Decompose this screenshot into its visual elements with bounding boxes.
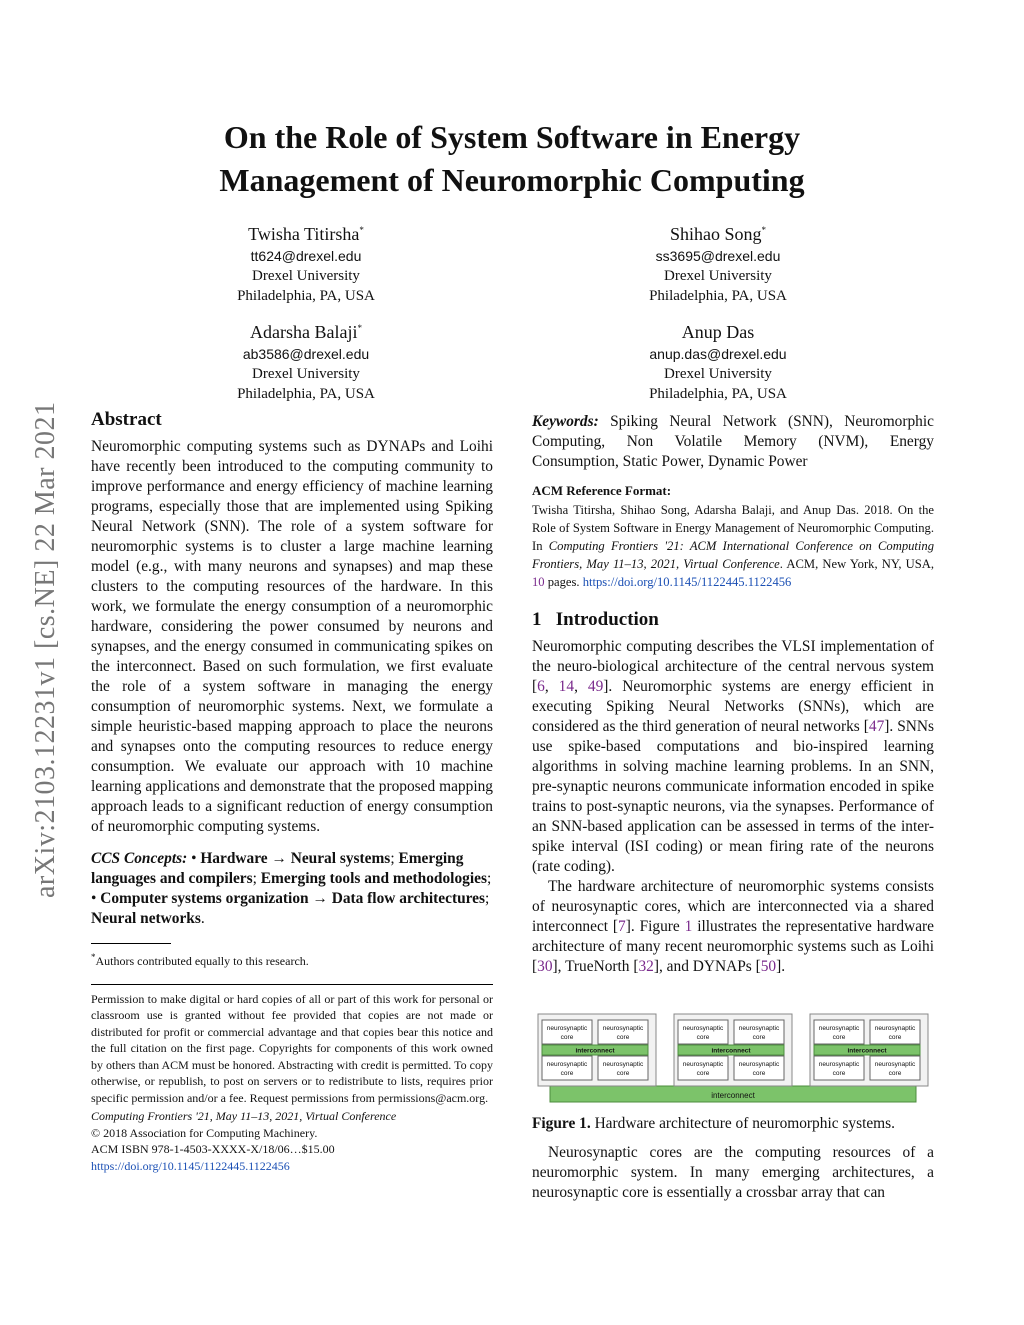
core-label-line-2: core <box>832 1070 846 1077</box>
core-label-line-1: neurosynaptic <box>682 1061 724 1068</box>
architecture-diagram <box>536 1012 930 1106</box>
core-label-line-2: core <box>696 1034 710 1041</box>
local-interconnect-label: interconnect <box>711 1047 751 1055</box>
citation-link[interactable]: 49 <box>587 678 604 695</box>
core-label-line-1: neurosynaptic <box>602 1061 644 1068</box>
author-email[interactable]: ss3695@drexel.edu <box>655 248 781 264</box>
core-label-line-2: core <box>616 1034 630 1041</box>
author-block <box>568 316 868 404</box>
citation-link[interactable]: 47 <box>868 718 885 735</box>
author-location: Philadelphia, PA, USA <box>237 386 375 402</box>
abstract-text: Neuromorphic computing systems such as DYNAPs and Loihi have recently been introduced to the computing community to improve performance and energy efficiency of machine learning programs, especially those that are implemented using Spiking Neural Network (SNN). The role of a system software for neuromorphic systems is to cluster a large machine learning model (e.g., with many neurons and synapses) and map these clusters to the computing resources of the hardware. In this work, we formulate the energy consumption of a neuromorphic hardware, considering the power consumed by neurons and synapses, and the energy consumed in communicating spikes on the interconnect. Based on such formulation, we first evaluate the role of a system software in managing the energy consumption of neuromorphic systems. Next, we formulate a simple heuristic-based mapping approach to place the neurons and synapses onto the computing resources to reduce energy consumption. We evaluate our approach with 10 machine learning applications and demonstrate that the proposed mapping approach leads to a significant reduction of energy consumption of neuromorphic computing systems. <box>91 438 493 835</box>
local-interconnect-label: interconnect <box>847 1047 887 1055</box>
core-label-line-1: neurosynaptic <box>738 1025 780 1032</box>
core-label-line-2: core <box>752 1070 766 1077</box>
global-interconnect-label: interconnect <box>711 1091 755 1100</box>
conference-line: Computing Frontiers '21, May 11–13, 2021, Virtual Conference <box>91 1109 397 1123</box>
core-label-line-1: neurosynaptic <box>602 1025 644 1032</box>
author-affiliation: Drexel University <box>252 268 360 284</box>
core-label-line-2: core <box>888 1070 902 1077</box>
citation-link[interactable]: 7 <box>618 918 626 935</box>
intro-paragraph-1: Neuromorphic computing describes the VLSI implementation of the neuro-biological architecture of the central nervous system [6, 14, 49]. Neuromorphic systems are energy efficient in executing Spiking Neural Networks (SNNs), which are considered as the third generation of neural networks [47]. SNNs use spike-based computations and bio-inspired learning algorithms in solving machine learning problems. In an SNN, pre-synaptic neurons communicate information encoded in spike trains to post-synaptic neurons, via the synapses. Performance of an SNN-based application can be assessed in terms of the inter-spike interval (ISI coding) or mean firing rate of the neurons (rate coding). <box>532 638 934 875</box>
title-line-1: On the Role of System Software in Energy <box>223 119 801 155</box>
core-label-line-2: core <box>560 1070 574 1077</box>
core-label-line-2: core <box>616 1070 630 1077</box>
ccs-concepts: CCS Concepts: • Hardware → Neural systems; Emerging languages and compilers; Emerging tools and methodologies; • Computer systems organization → Data flow architectures; Neural networks. <box>91 850 492 927</box>
core-label-line-1: neurosynaptic <box>874 1025 916 1032</box>
citation-link[interactable]: 50 <box>760 958 777 975</box>
author-email[interactable]: tt624@drexel.edu <box>250 248 362 264</box>
abstract-heading: Abstract <box>91 409 162 430</box>
author-name: Anup Das <box>681 322 755 342</box>
acm-ref-heading: ACM Reference Format: <box>532 483 672 498</box>
figure-link[interactable]: 1 <box>684 918 693 935</box>
core-label-line-2: core <box>696 1070 710 1077</box>
isbn-line: ACM ISBN 978-1-4503-XXXX-X/18/06…$15.00 <box>91 1142 335 1156</box>
copyright-line: © 2018 Association for Computing Machinery. <box>91 1125 318 1140</box>
author-name: Adarsha Balaji* <box>250 322 362 342</box>
author-email[interactable]: anup.das@drexel.edu <box>649 346 787 362</box>
author-affiliation: Drexel University <box>664 268 772 284</box>
author-name: Shihao Song* <box>669 224 766 244</box>
core-label-line-1: neurosynaptic <box>546 1025 588 1032</box>
author-location: Philadelphia, PA, USA <box>649 288 787 304</box>
title-line-2: Management of Neuromorphic Computing <box>219 162 805 198</box>
core-label-line-1: neurosynaptic <box>546 1061 588 1068</box>
intro-paragraph-3: Neurosynaptic cores are the computing resources of a neuromorphic system. In many emerging architectures, a neurosynaptic core is essentially a crossbar array that can <box>532 1144 934 1201</box>
right-column <box>532 412 934 977</box>
author-block <box>568 218 868 306</box>
core-label-line-2: core <box>888 1034 902 1041</box>
author-affiliation: Drexel University <box>664 366 772 382</box>
permission-statement: Permission to make digital or hard copies of all or part of this work for personal or classroom use is granted without fee provided that copies are not made or distributed for profit or commercial advantage and that copies bear this notice and the full citation on the first page. Copyrights for components of this work owned by others than ACM must be honored. Abstracting with credit is permitted. To copy otherwise, or republish, to post on servers or to redistribute to lists, requires prior specific permission and/or a fee. Request permissions from permissions@acm.org. <box>91 991 493 1105</box>
author-block <box>156 316 456 404</box>
core-label-line-1: neurosynaptic <box>738 1061 780 1068</box>
footnote: *Authors contributed equally to this research. <box>91 952 309 968</box>
author-location: Philadelphia, PA, USA <box>237 288 375 304</box>
left-column <box>91 409 493 1174</box>
core-label-line-2: core <box>560 1034 574 1041</box>
core-label-line-2: core <box>832 1034 846 1041</box>
citation-link[interactable]: 32 <box>638 958 654 975</box>
core-label-line-1: neurosynaptic <box>682 1025 724 1032</box>
permission-rule <box>91 984 493 985</box>
author-name: Twisha Titirsha* <box>248 224 364 244</box>
core-label-line-1: neurosynaptic <box>818 1025 860 1032</box>
keywords: Keywords: Spiking Neural Network (SNN), Neuromorphic Computing, Non Volatile Memory (NVM), Energy Consumption, Static Power, Dynamic Power <box>532 413 934 470</box>
paper-title <box>0 116 1024 202</box>
footnote-rule <box>91 943 171 944</box>
doi-link[interactable]: https://doi.org/10.1145/1122445.1122456 <box>91 1158 290 1173</box>
intro-paragraph-2: The hardware architecture of neuromorphic systems consists of neurosynaptic cores, which are interconnected via a shared interconnect [7]. Figure 1 illustrates the representative hardware architecture of many recent neuromorphic systems such as Loihi [30], TrueNorth [32], and DYNAPs [50]. <box>532 878 934 975</box>
citation-link[interactable]: 6 <box>537 678 545 695</box>
core-label-line-1: neurosynaptic <box>818 1061 860 1068</box>
author-affiliation: Drexel University <box>252 366 360 382</box>
figure-caption: Figure 1. Hardware architecture of neuromorphic systems. <box>532 1115 895 1132</box>
intro-heading: 1 Introduction <box>532 609 659 630</box>
pages-link[interactable]: 10 <box>532 575 545 589</box>
core-label-line-1: neurosynaptic <box>874 1061 916 1068</box>
arxiv-identifier: arXiv:2103.12231v1 [cs.NE] 22 Mar 2021 <box>30 401 61 899</box>
citation-link[interactable]: 14 <box>558 678 575 695</box>
figure-hardware-architecture <box>536 1012 930 1106</box>
author-location: Philadelphia, PA, USA <box>649 386 787 402</box>
acm-reference: Twisha Titirsha, Shihao Song, Adarsha Balaji, and Anup Das. 2018. On the Role of System Software in Energy Management of Neuromorphic Computing. In Computing Frontiers '21: ACM International Conference on Computing Frontiers, May 11–13, 2021, Virtual Conference. ACM, New York, NY, USA, 10 pages. https://doi.org/10.1145/1122445.1122456 <box>532 503 935 589</box>
author-email[interactable]: ab3586@drexel.edu <box>242 346 370 362</box>
local-interconnect-label: interconnect <box>575 1047 615 1055</box>
core-label-line-2: core <box>752 1034 766 1041</box>
citation-link[interactable]: 30 <box>537 958 553 975</box>
acm-doi-link[interactable]: https://doi.org/10.1145/1122445.1122456 <box>582 575 792 589</box>
author-block <box>156 218 456 306</box>
